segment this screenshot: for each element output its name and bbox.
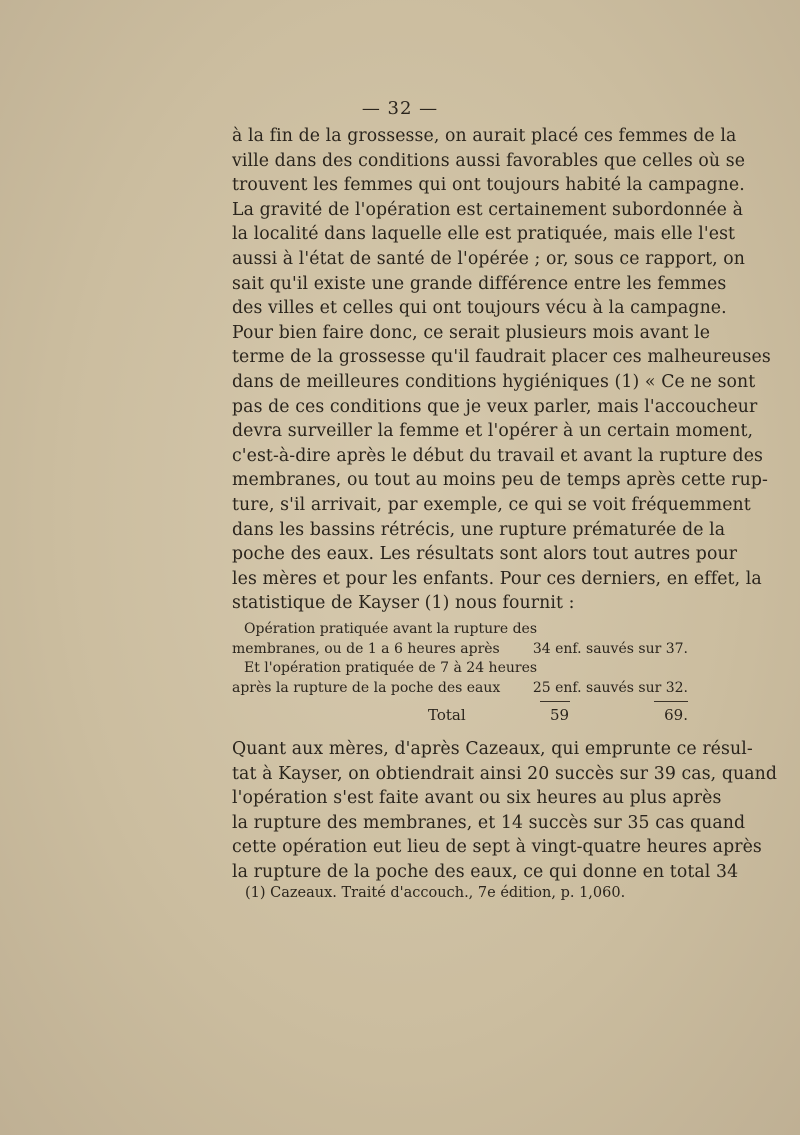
text-line: à la fin de la grossesse, on aurait placé ces femmes de la	[232, 126, 737, 146]
total-cases: 69.	[664, 706, 688, 724]
text-line: ture, s'il arrivait, par exemple, ce qui se voit fréquemment	[232, 494, 751, 515]
text-line: dans les bassins rétrécis, une rupture prématurée de la	[232, 519, 726, 540]
sum-rules	[232, 698, 688, 706]
total-label: Total	[428, 706, 466, 724]
text-line: statistique de Kayser (1) nous fournit :	[232, 593, 575, 614]
table-row	[232, 620, 688, 640]
text-line: pas de ces conditions que je veux parler, mais l'accoucheur	[232, 396, 758, 417]
text-line: poche des eaux. Les résultats sont alors tout autres pour	[232, 544, 738, 565]
paragraph-2	[232, 737, 778, 885]
text-line: membranes, ou tout au moins peu de temps après cette rup-	[232, 470, 768, 491]
total-row	[232, 706, 688, 728]
text-line: Pour bien faire donc, ce serait plusieurs mois avant le	[232, 322, 711, 343]
table-row-label: Opération pratiquée avant la rupture des	[244, 621, 538, 637]
text-line: aussi à l'état de santé de l'opérée ; or, sous ce rapport, on	[232, 248, 746, 269]
text-line: sait qu'il existe une grande différence entre les femmes	[232, 273, 727, 294]
table-row-value: 25 enf. sauvés sur 32.	[532, 679, 688, 696]
text-line: les mères et pour les enfants. Pour ces derniers, en effet, la	[232, 568, 762, 589]
text-line: devra surveiller la femme et l'opérer à un certain moment,	[232, 421, 754, 442]
paragraph-1	[232, 124, 771, 616]
text-line: Quant aux mères, d'après Cazeaux, qui emprunte ce résul-	[232, 739, 753, 759]
text-line: ville dans des conditions aussi favorables que celles où se	[232, 150, 746, 171]
text-line: tat à Kayser, on obtiendrait ainsi 20 succès sur 39 cas, quand	[232, 763, 778, 784]
table-row	[232, 640, 688, 660]
table-row-label: Et l'opération pratiquée de 7 à 24 heures	[244, 660, 538, 676]
text-line: la rupture des membranes, et 14 succès sur 35 cas quand	[232, 812, 746, 833]
text-line: la localité dans laquelle elle est pratiquée, mais elle l'est	[232, 224, 736, 245]
text-line: terme de la grossesse qu'il faudrait placer ces malheureuses	[232, 347, 771, 368]
text-line: la rupture de la poche des eaux, ce qui donne en total 34	[232, 861, 739, 882]
footnote: (1) Cazeaux. Traité d'accouch., 7e édition, p. 1,060.	[245, 885, 626, 901]
text-line: l'opération s'est faite avant ou six heures au plus après	[232, 788, 722, 809]
text-line: c'est-à-dire après le début du travail et avant la rupture des	[232, 445, 763, 466]
total-saved: 59	[550, 706, 570, 724]
text-line: La gravité de l'opération est certainement subordonnée à	[232, 199, 743, 220]
table-row-value: 34 enf. sauvés sur 37.	[532, 640, 688, 657]
table-row	[232, 659, 688, 679]
sum-rule	[654, 701, 688, 702]
table-row-label: membranes, ou de 1 a 6 heures après	[232, 640, 500, 657]
text-line: trouvent les femmes qui ont toujours habité la campagne.	[232, 175, 745, 196]
table-row-label: après la rupture de la poche des eaux	[232, 679, 501, 696]
table-row	[232, 679, 688, 699]
text-line: cette opération eut lieu de sept à vingt-quatre heures après	[232, 837, 762, 858]
text-line: des villes et celles qui ont toujours vécu à la campagne.	[232, 298, 727, 319]
page-number: — 32 —	[361, 98, 439, 119]
kayser-statistics-table	[232, 620, 688, 728]
sum-rule	[540, 701, 570, 702]
text-line: dans de meilleures conditions hygiéniques (1) « Ce ne sont	[232, 371, 756, 392]
